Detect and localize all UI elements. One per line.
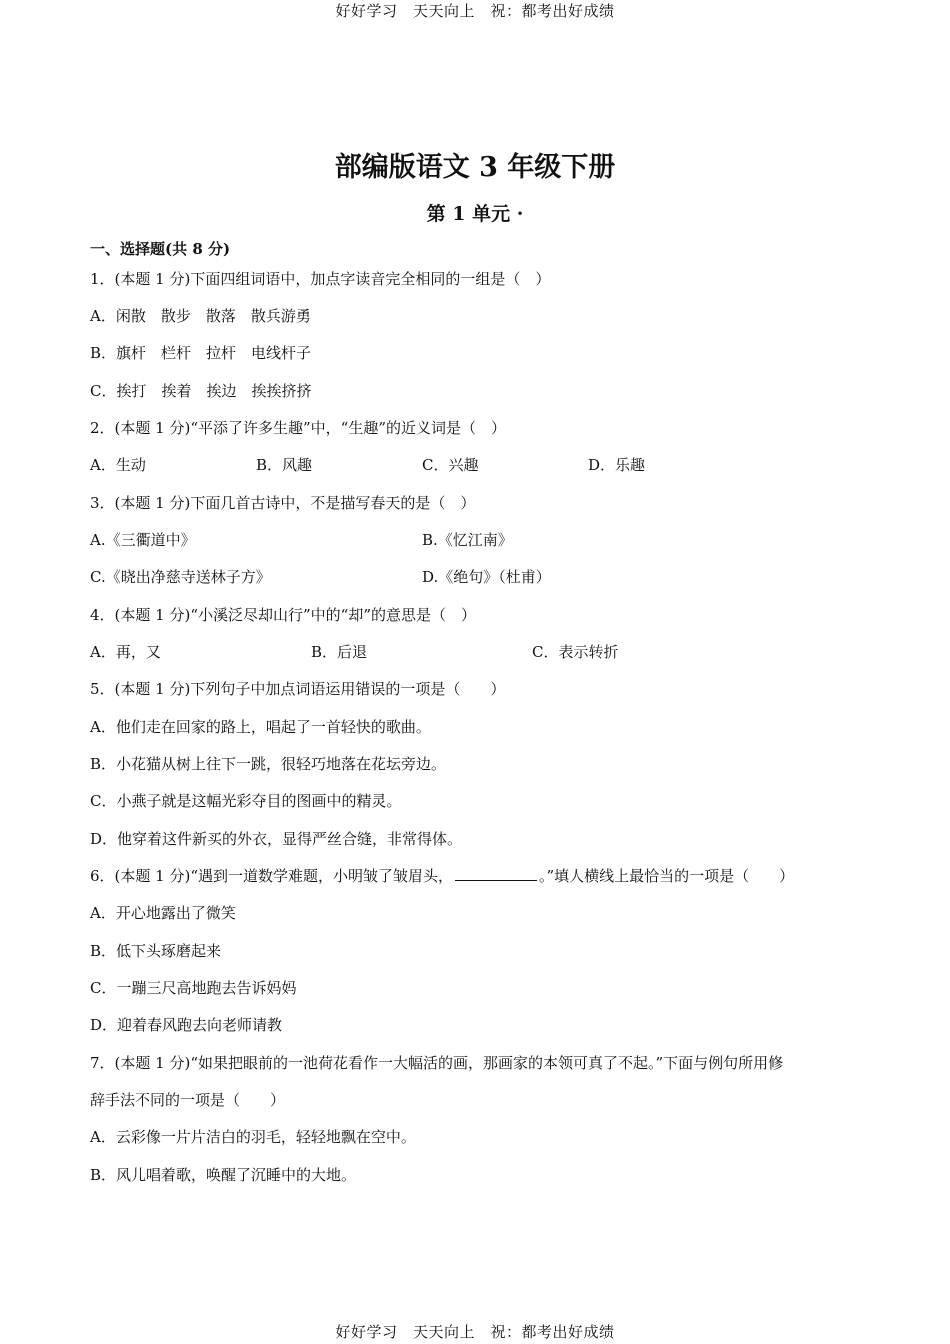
- page-title: 部编版语文 3 年级下册: [334, 152, 616, 183]
- question-6-option-a[interactable]: A．开心地露出了微笑: [90, 904, 236, 922]
- question-5-stem: 5．(本题 1 分)下列句子中加点词语运用错误的一项是（ ）: [90, 680, 506, 698]
- question-4-option-a[interactable]: A．再，又: [90, 643, 161, 661]
- question-1-option-a[interactable]: A．闲散 散步 散落 散兵游勇: [90, 307, 311, 325]
- question-3-option-d[interactable]: D.《绝句》（杜甫）: [422, 568, 551, 586]
- question-6-stem: [90, 866, 794, 886]
- question-6-option-b[interactable]: B．低下头琢磨起来: [90, 942, 222, 960]
- question-2-option-c[interactable]: C．兴趣: [422, 456, 479, 474]
- page-footer: 好好学习 天天向上 祝：都考出好成绩: [335, 1323, 615, 1341]
- question-2-option-d[interactable]: D．乐趣: [588, 456, 646, 474]
- question-2-option-a[interactable]: A．生动: [90, 456, 146, 474]
- question-2-stem: 2．(本题 1 分)“平添了许多生趣”中，“生趣”的近义词是（ ）: [90, 419, 507, 437]
- question-1-option-c[interactable]: C．挨打 挨着 挨边 挨挨挤挤: [90, 382, 312, 400]
- question-7-option-b[interactable]: B．风儿唱着歌，唤醒了沉睡中的大地。: [90, 1166, 357, 1184]
- question-7-stem: 7．(本题 1 分)“如果把眼前的一池荷花看作一大幅活的画，那画家的本领可真了不起。”下面与例句所用修: [90, 1054, 784, 1072]
- question-3-stem: 3．(本题 1 分)下面几首古诗中，不是描写春天的是（ ）: [90, 494, 476, 512]
- question-3-option-a[interactable]: A.《三衢道中》: [90, 531, 196, 549]
- question-6-option-c[interactable]: C．一蹦三尺高地跑去告诉妈妈: [90, 979, 297, 997]
- unit-subtitle: 第 1 单元 ·: [426, 203, 524, 225]
- question-1-stem: 1．(本题 1 分)下面四组词语中，加点字读音完全相同的一组是（ ）: [90, 270, 551, 288]
- question-3-option-b[interactable]: B.《忆江南》: [422, 531, 513, 549]
- question-1-option-b[interactable]: B．旗杆 栏杆 拉杆 电线杆子: [90, 344, 312, 362]
- question-4-stem: 4．(本题 1 分)“小溪泛尽却山行”中的“却”的意思是（ ）: [90, 606, 477, 624]
- question-7-option-a[interactable]: A．云彩像一片片洁白的羽毛，轻轻地飘在空中。: [90, 1128, 416, 1146]
- question-5-option-d[interactable]: D．他穿着这件新买的外衣，显得严丝合缝，非常得体。: [90, 830, 463, 848]
- question-5-option-a[interactable]: A．他们走在回家的路上，唱起了一首轻快的歌曲。: [90, 718, 431, 736]
- question-5-option-c[interactable]: C．小燕子就是这幅光彩夺目的图画中的精灵。: [90, 792, 402, 810]
- section-heading: 一、选择题(共 8 分): [90, 240, 231, 258]
- page-header: 好好学习 天天向上 祝：都考出好成绩: [335, 2, 615, 20]
- question-4-option-c[interactable]: C．表示转折: [532, 643, 619, 661]
- question-4-option-b[interactable]: B．后退: [311, 643, 368, 661]
- question-7-stem-continued: 辞手法不同的一项是（ ）: [90, 1091, 286, 1109]
- question-6-stem-after: 。”填人横线上最恰当的一项是（ ）: [539, 867, 795, 885]
- question-2-option-b[interactable]: B．风趣: [256, 456, 313, 474]
- question-6-option-d[interactable]: D．迎着春风跑去向老师请教: [90, 1016, 283, 1034]
- answer-blank[interactable]: [455, 866, 537, 881]
- question-5-option-b[interactable]: B．小花猫从树上往下一跳，很轻巧地落在花坛旁边。: [90, 755, 447, 773]
- question-6-stem-before: 6．(本题 1 分)“遇到一道数学难题，小明皱了皱眉头，: [90, 867, 453, 885]
- question-3-option-c[interactable]: C.《晓出净慈寺送林子方》: [90, 568, 271, 586]
